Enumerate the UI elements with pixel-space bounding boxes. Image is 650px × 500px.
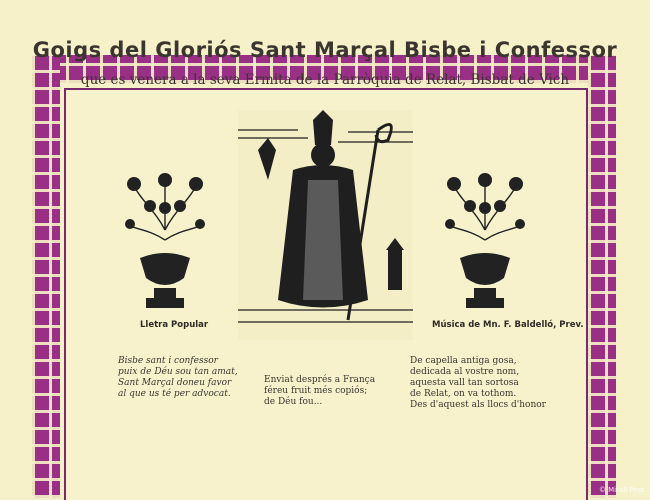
saint-bishop-image bbox=[238, 110, 413, 340]
document-title: Goigs del Gloriós Sant Marçal Bisbe i Confessor bbox=[32, 38, 618, 62]
verse-left: Bisbe sant i confessor puix de Déu sou tan amat, Sant Marçal doneu favor al que us té per advocat. bbox=[118, 356, 238, 399]
left-vase-image bbox=[120, 170, 210, 320]
watermark: © Mirall Post bbox=[598, 486, 644, 494]
verse-right: De capella antiga gosa, dedicada al vostre nom, aquesta vall tan sortosa de Relat, on va tothom. Des d'aquest als llocs d'honor bbox=[410, 356, 546, 410]
document-subtitle: que es venera a la seva Ermita de la Parròquia de Relat, Bisbat de Vich bbox=[80, 72, 570, 88]
lyrics-credit: Lletra Popular bbox=[140, 320, 209, 330]
decorative-border-right bbox=[588, 55, 616, 498]
right-vase-image bbox=[440, 170, 530, 320]
music-credit: Música de Mn. F. Baldelló, Prev. bbox=[432, 320, 584, 330]
decorative-border-left bbox=[32, 55, 60, 498]
verse-middle: Enviat després a França féreu fruit més copiós; de Déu fou... bbox=[264, 375, 376, 407]
